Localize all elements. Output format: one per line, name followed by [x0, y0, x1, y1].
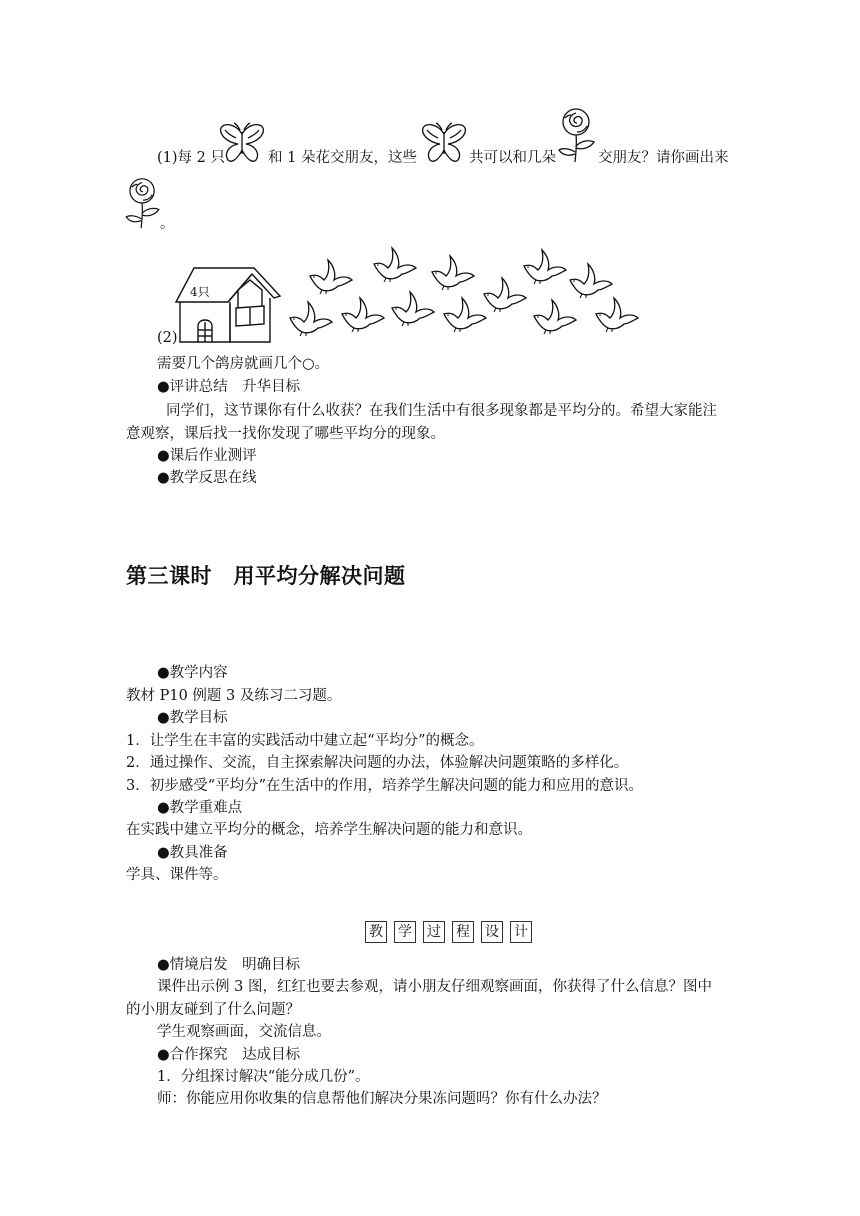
q1-text-part4: 交朋友？请你画出来 — [598, 150, 729, 166]
q1-text-part2: 和 1 朵花交朋友，这些 — [268, 150, 417, 166]
observe-text: 学生观察画面，交流信息。 — [157, 1024, 331, 1040]
goal-item: 1．让学生在丰富的实践活动中建立起“平均分”的概念。 — [126, 733, 484, 749]
butterfly-icon — [218, 122, 266, 166]
pigeon-icon — [570, 264, 612, 298]
rose-icon — [556, 106, 598, 164]
butterfly-icon — [420, 122, 468, 166]
pigeon-icon — [374, 248, 416, 282]
pigeon-icon — [534, 300, 576, 334]
pigeon-icon — [524, 250, 566, 284]
q1-text-part1: (1)每 2 只 — [157, 150, 225, 166]
coop-heading: ●合作探究 达成目标 — [157, 1047, 301, 1063]
pigeon-icon — [432, 256, 474, 290]
key-text: 在实践中建立平均分的概念，培养学生解决问题的能力和意识。 — [126, 822, 532, 838]
pigeon-icon — [290, 302, 332, 336]
pigeon-icon — [342, 298, 384, 332]
q2-label: (2) — [157, 330, 178, 346]
banner-char: 学 — [394, 921, 416, 943]
content-heading: ●教学内容 — [157, 665, 228, 681]
key-heading: ●教学重难点 — [157, 800, 243, 816]
banner-char: 设 — [481, 921, 503, 943]
content-text: 教材 P10 例题 3 及练习二习题。 — [126, 688, 342, 704]
pigeon-icon — [310, 260, 352, 294]
reflection-heading: ●教学反思在线 — [157, 470, 257, 486]
summary-text-2: 意观察，课后找一找你发现了哪些平均分的现象。 — [126, 426, 445, 442]
summary-heading: ●评讲总结 升华目标 — [157, 379, 301, 395]
scene-text-1: 课件出示例 3 图，红红也要去参观，请小朋友仔细观察画面，你获得了什么信息？图中 — [157, 979, 712, 995]
pigeons-illustration — [286, 240, 646, 340]
banner-char: 教 — [365, 921, 387, 943]
summary-text-1: 同学们，这节课你有什么收获？在我们生活中有很多现象都是平均分的。希望大家能注 — [166, 403, 717, 419]
homework-heading: ●课后作业测评 — [157, 448, 257, 464]
banner-char: 程 — [452, 921, 474, 943]
process-design-banner — [365, 921, 532, 943]
q2-instruction: 需要几个鸽房就画几个○。 — [157, 356, 330, 372]
q1-text-part3: 共可以和几朵 — [469, 150, 556, 166]
tools-heading: ●教具准备 — [157, 845, 228, 861]
pigeon-house-illustration — [170, 262, 286, 346]
goal-item: 3．初步感受“平均分”在生活中的作用，培养学生解决问题的能力和应用的意识。 — [126, 778, 644, 794]
scene-text-2: 的小朋友碰到了什么问题？ — [126, 1002, 300, 1018]
pigeon-icon — [484, 278, 526, 312]
pigeon-icon — [392, 292, 434, 326]
q1-end-punct: 。 — [160, 216, 175, 232]
pigeon-icon — [596, 298, 638, 332]
rose-icon — [122, 176, 164, 230]
banner-char: 过 — [423, 921, 445, 943]
goals-heading: ●教学目标 — [157, 710, 228, 726]
house-label: 4只 — [190, 285, 210, 299]
coop-item: 1．分组探讨解决“能分成几份”。 — [157, 1069, 370, 1085]
goal-item: 2．通过操作、交流，自主探索解决问题的办法，体验解决问题策略的多样化。 — [126, 755, 629, 771]
pigeon-icon — [444, 298, 486, 332]
scene-heading: ●情境启发 明确目标 — [157, 957, 301, 973]
lesson-title: 第三课时 用平均分解决问题 — [126, 564, 406, 588]
tools-text: 学具、课件等。 — [126, 867, 228, 883]
teacher-text: 师：你能应用你收集的信息帮他们解决分果冻问题吗？你有什么办法？ — [157, 1091, 607, 1107]
banner-char: 计 — [510, 921, 532, 943]
